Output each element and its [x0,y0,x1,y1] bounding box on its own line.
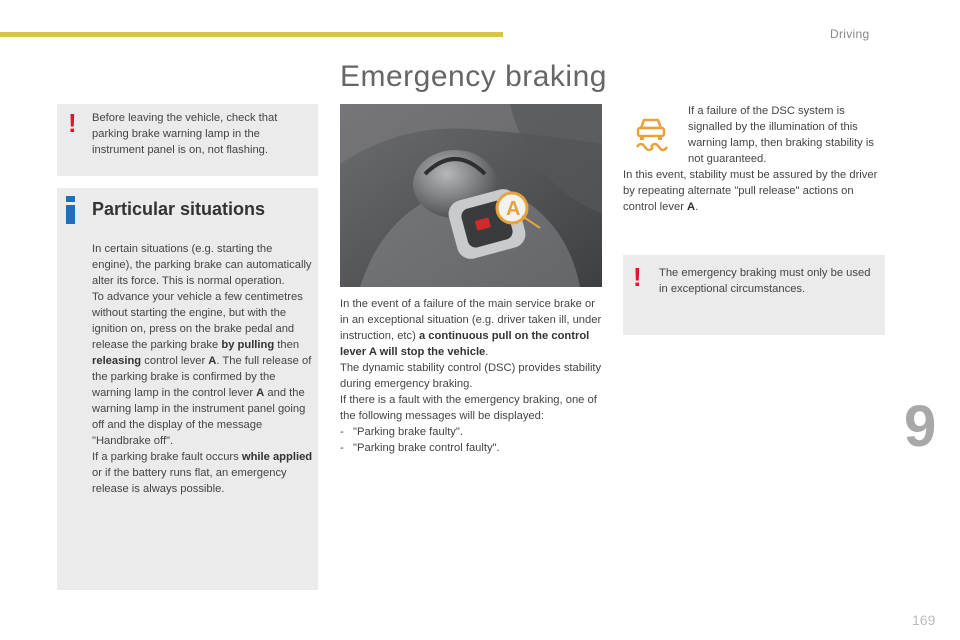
lever-label-a: A [506,198,521,220]
info-icon [66,196,75,224]
page-number: 169 [912,612,936,628]
message-item: - "Parking brake control faulty". [340,442,500,454]
exclamation-icon: ! [68,108,77,138]
dsc-warning-lamp-icon [632,114,670,152]
particular-situations-body [92,241,314,497]
middle-paragraph-3: If there is a fault with the emergency braking, one of the following messages will be displayed: [340,394,597,422]
header-accent-bar [0,32,503,37]
info-paragraph-3: If a parking brake fault occurs while applied or if the battery runs flat, an emergency release is always possible. [92,451,313,495]
warning-text-exceptional-use: The emergency braking must only be used in exceptional circumstances. [659,267,871,295]
middle-paragraph-2: The dynamic stability control (DSC) provides stability during emergency braking. [340,362,602,390]
warning-text-parking-lamp: Before leaving the vehicle, check that parking brake warning lamp in the instrument panel is on, not flashing. [92,112,278,156]
middle-paragraph-1: In the event of a failure of the main service brake or in an exceptional situation (e.g. driver taken ill, under instruction, etc) a continuous pull on the control lever A will stop the vehicle. [340,298,602,358]
info-paragraph-2: To advance your vehicle a few centimetres without starting the engine, but with the ignition on, press on the brake pedal and release the parking brake by pulling then releasing control lever A. The full release of the parking brake is confirmed by the warning lamp in the control lever A and the warning lamp in the instrument panel going off and the display of the message "Handbrake off". [92,291,312,447]
section-label: Driving [830,27,870,41]
particular-situations-heading: Particular situations [92,199,266,219]
exclamation-icon: ! [633,262,642,292]
info-paragraph-1: In certain situations (e.g. starting the engine), the parking brake can automatically alter its force. This is normal operation. [92,243,312,287]
page-title: Emergency braking [340,60,607,93]
parking-brake-illustration [340,104,602,287]
parking-brake-lever-photo [340,104,602,287]
chapter-number: 9 [904,394,937,459]
stability-instructions: In this event, stability must be assured by the driver by repeating alternate "pull release" actions on control lever A. [623,169,878,213]
message-item: - "Parking brake faulty". [340,426,463,438]
emergency-braking-body [340,296,602,456]
dsc-failure-text: If a failure of the DSC system is signalled by the illumination of this warning lamp, then braking stability is not guaranteed. [688,105,874,165]
